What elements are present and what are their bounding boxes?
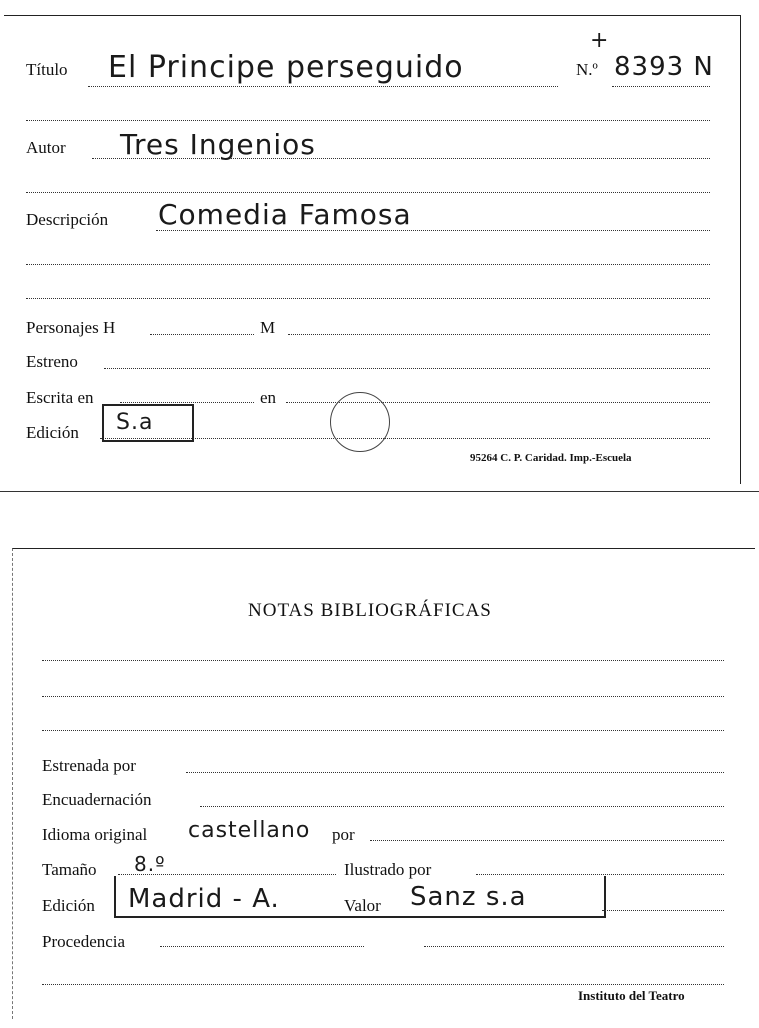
personajes-h-label: Personajes H	[26, 318, 116, 337]
card-separator	[0, 491, 759, 492]
numero-mark: +	[590, 28, 610, 53]
notes-line-1	[42, 660, 724, 661]
autor-value: Tres Ingenios	[120, 128, 316, 161]
escrita-label: Escrita en	[26, 388, 94, 407]
tamano-label: Tamaño	[42, 860, 97, 879]
edicion-value: S.a	[116, 410, 154, 435]
numero-line	[612, 86, 710, 87]
idioma-por-line	[370, 840, 724, 841]
procedencia-line-2	[424, 946, 724, 947]
procedencia-label: Procedencia	[42, 932, 126, 951]
tamano-value: 8.º	[134, 852, 166, 876]
valor-value: Sanz s.a	[410, 882, 527, 912]
encuadernacion-line	[200, 806, 724, 807]
ilustrado-line	[476, 874, 724, 875]
notes-line-2	[42, 696, 724, 697]
estrenada-line	[186, 772, 724, 773]
printer-note: 95264 C. P. Caridad. Imp.-Escuela	[470, 452, 632, 464]
idioma-value: castellano	[188, 818, 311, 843]
notas-heading: NOTAS BIBLIOGRÁFICAS	[248, 600, 492, 621]
blank-line-2	[26, 192, 710, 193]
edicion-back-label: Edición	[42, 896, 95, 915]
valor-line	[602, 910, 724, 911]
autor-label: Autor	[26, 138, 66, 157]
encuadernacion-label: Encuadernación	[42, 790, 152, 809]
personajes-m-line	[288, 334, 710, 335]
descripcion-label: Descripción	[26, 210, 109, 229]
edicion-label: Edición	[26, 423, 79, 442]
blank-line-3	[26, 264, 710, 265]
notes-line-3	[42, 730, 724, 731]
valor-label: Valor	[344, 896, 381, 915]
blank-line-1	[26, 120, 710, 121]
idioma-label: Idioma original	[42, 825, 148, 844]
titulo-value: El Principe perseguido	[108, 50, 464, 85]
idioma-por-label: por	[332, 825, 355, 844]
titulo-label: Título	[26, 60, 68, 79]
institute-note: Instituto del Teatro	[578, 988, 685, 1003]
titulo-line	[88, 86, 558, 87]
blank-line-4	[26, 298, 710, 299]
procedencia-line	[160, 946, 364, 947]
numero-label: N.º	[576, 60, 598, 79]
numero-value: 8393 N	[614, 52, 714, 82]
descripcion-value: Comedia Famosa	[158, 198, 412, 231]
escrita-en-label: en	[260, 388, 277, 407]
estreno-label: Estreno	[26, 352, 78, 371]
personajes-m-label: M	[260, 318, 276, 337]
edicion-back-value: Madrid - A.	[128, 884, 280, 914]
escrita-line	[120, 402, 254, 403]
estrenada-label: Estrenada por	[42, 756, 136, 775]
notes-line-4	[42, 984, 724, 985]
ilustrado-label: Ilustrado por	[344, 860, 432, 879]
punch-hole-mark	[330, 392, 390, 452]
personajes-h-line	[150, 334, 254, 335]
estreno-line	[104, 368, 710, 369]
